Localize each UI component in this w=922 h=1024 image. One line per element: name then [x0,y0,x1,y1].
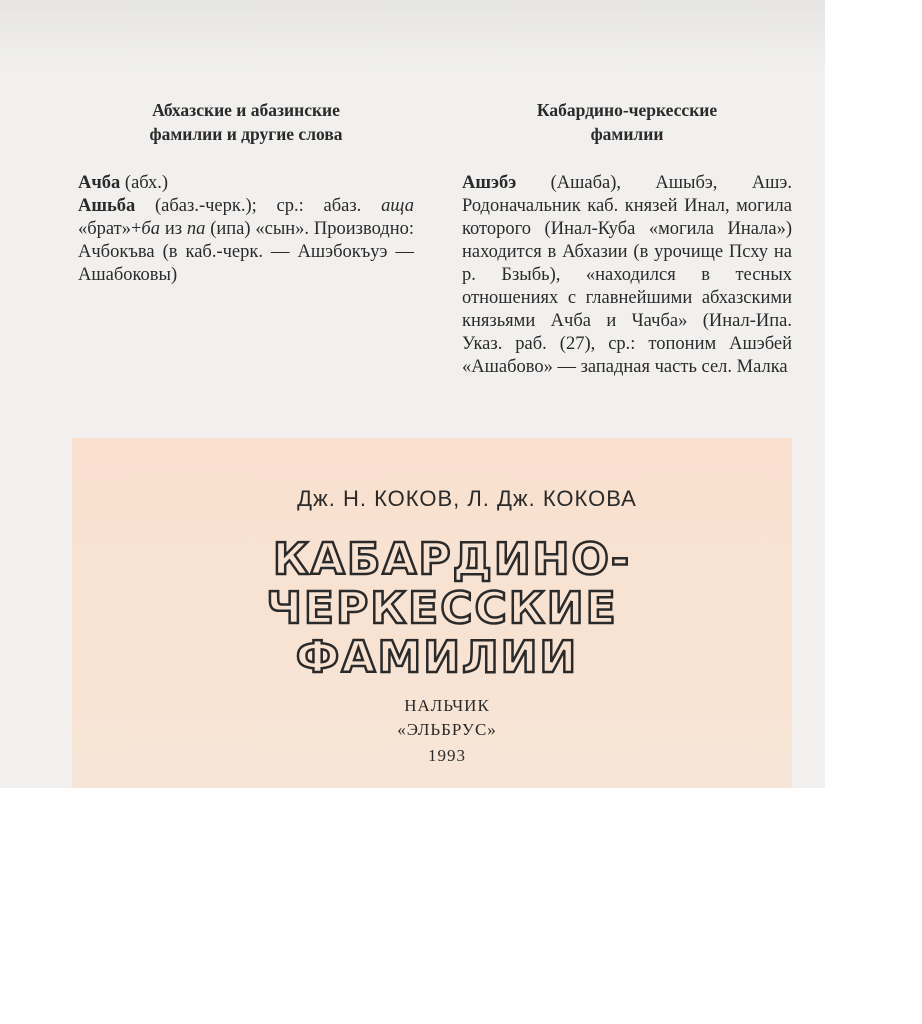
right-column-heading: Кабардино-черкесские фамилии [536,100,718,144]
cover-year: 1993 [428,746,466,765]
left-column [78,98,414,287]
entry-text: (Ашаба), Ашыбэ, Ашэ. Родоначальник каб. князей Инал, могила которого (Инал-Куба «могила Инала») находится в Абхазии (в урочище Псху на р. Бзыбь), «находился в тесных отношениях с главнейшими абхазскими князьями Ачба и Чачба» (Инал-Ипа. Указ. раб. (27), ср.: топоним Ашэбей «Ашабово» — западная часть сел. Малка [462,173,792,377]
right-column [462,98,792,379]
entry-ashba [78,195,414,287]
cover-title-line-3: ФАМИЛИИ [295,632,579,683]
cover-publisher: «ЭЛЬБРУС» [397,720,497,739]
entry-italic: па [186,219,206,239]
entry-text: из [159,219,187,239]
book-cover [72,438,792,788]
entry-text: «брат»+ [78,219,142,239]
entry-text: (абх.) [120,173,169,193]
cover-authors: Дж. Н. КОКОВ, Л. Дж. КОКОВА [297,486,637,511]
entry-ashebe [462,172,792,379]
entry-term: Ашэбэ [462,173,517,193]
entry-italic: ба [141,219,160,239]
cover-title-line-2: ЧЕРКЕССКИЕ [266,583,618,634]
cover-city: НАЛЬЧИК [404,696,490,715]
entry-italic: аща [381,196,414,216]
left-column-heading: Абхазские и абазинские фамилии и другие слова [149,100,343,144]
scan-shadow [0,0,825,70]
entry-term: Ашьба [78,196,136,216]
entry-achba [78,172,414,195]
entry-text: (ипа) «сын». Производно: Ачбокъва (в каб.-черк. — Ашэбокъуэ — Ашабоковы) [78,219,414,285]
entry-term: Ачба [78,173,121,193]
cover-title-line-1: КАБАРДИНО- [272,534,632,585]
entry-text: (абаз.-черк.); ср.: абаз. [135,196,382,216]
